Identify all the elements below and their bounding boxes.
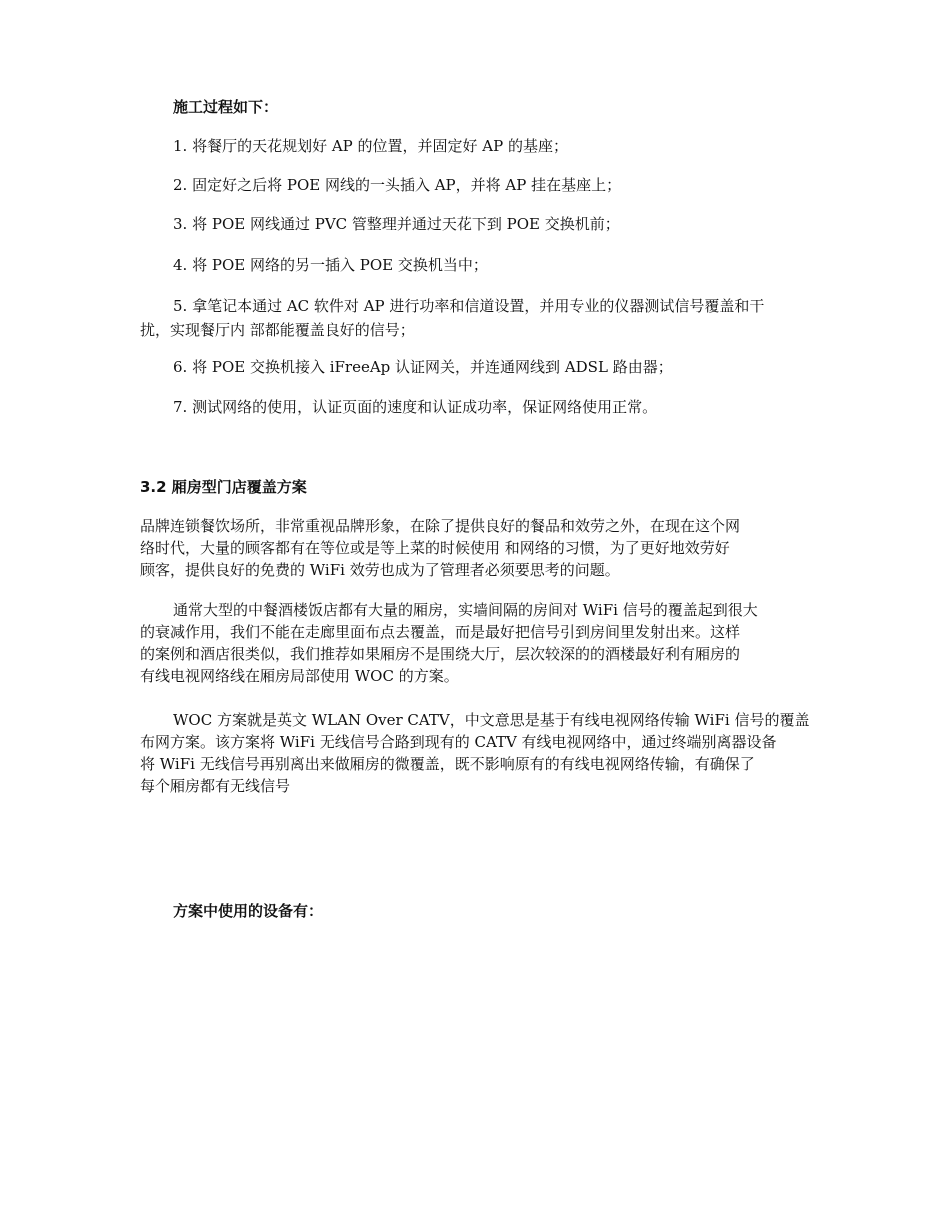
step-7: 7. 测试网络的使用，认证页面的速度和认证成功率，保证网络使用正常。 xyxy=(173,398,658,416)
construction-heading: 施工过程如下： xyxy=(173,98,279,116)
section-heading: 3.2 厢房型门店覆盖方案 xyxy=(140,478,307,496)
step-1: 1. 将餐厅的天花规划好 AP 的位置，并固定好 AP 的基座； xyxy=(173,137,569,155)
paragraph-line: 每个厢房都有无线信号 xyxy=(140,777,291,795)
paragraph-line: WOC 方案就是英文 WLAN Over CATV，中文意思是基于有线电视网络传输 WiFi 信号的覆盖 xyxy=(173,711,810,729)
paragraph-line: 的案例和酒店很类似，我们推荐如果厢房不是围绕大厅，层次较深的的酒楼最好利有厢房的 xyxy=(140,645,741,663)
equipment-heading: 方案中使用的设备有： xyxy=(173,902,324,920)
paragraph-line: 有线电视网络线在厢房局部使用 WOC 的方案。 xyxy=(140,667,459,685)
step-2: 2. 固定好之后将 POE 网线的一头插入 AP，并将 AP 挂在基座上； xyxy=(173,176,622,194)
step-5-line-2: 扰，实现餐厅内 部都能覆盖良好的信号； xyxy=(140,321,415,339)
paragraph-private-rooms xyxy=(140,599,840,687)
paragraph-line: 的衰减作用，我们不能在走廊里面布点去覆盖，而是最好把信号引到房间里发射出来。这样 xyxy=(140,623,741,641)
step-5-line-1: 5. 拿笔记本通过 AC 软件对 AP 进行功率和信道设置，并用专业的仪器测试信号覆盖和干 xyxy=(173,297,765,315)
paragraph-line: 络时代，大量的顾客都有在等位或是等上菜的时候使用 和网络的习惯，为了更好地效劳好 xyxy=(140,539,730,557)
step-3: 3. 将 POE 网线通过 PVC 管整理并通过天花下到 POE 交换机前； xyxy=(173,215,620,233)
paragraph-woc xyxy=(140,709,840,797)
step-6: 6. 将 POE 交换机接入 iFreeAp 认证网关，并连通网线到 ADSL 路由器； xyxy=(173,358,673,376)
paragraph-line: 将 WiFi 无线信号再别离出来做厢房的微覆盖，既不影响原有的有线电视网络传输，有确保了 xyxy=(140,755,755,773)
paragraph-line: 通常大型的中餐酒楼饭店都有大量的厢房，实墙间隔的房间对 WiFi 信号的覆盖起到很大 xyxy=(173,601,758,619)
paragraph-line: 布网方案。该方案将 WiFi 无线信号合路到现有的 CATV 有线电视网络中，通过终端别离器设备 xyxy=(140,733,777,751)
paragraph-line: 品牌连锁餐饮场所，非常重视品牌形象，在除了提供良好的餐品和效劳之外，在现在这个网 xyxy=(140,517,741,535)
step-4: 4. 将 POE 网络的另一插入 POE 交换机当中； xyxy=(173,256,488,274)
paragraph-line: 顾客，提供良好的免费的 WiFi 效劳也成为了管理者必须要思考的问题。 xyxy=(140,561,620,579)
paragraph-brand xyxy=(140,515,840,581)
